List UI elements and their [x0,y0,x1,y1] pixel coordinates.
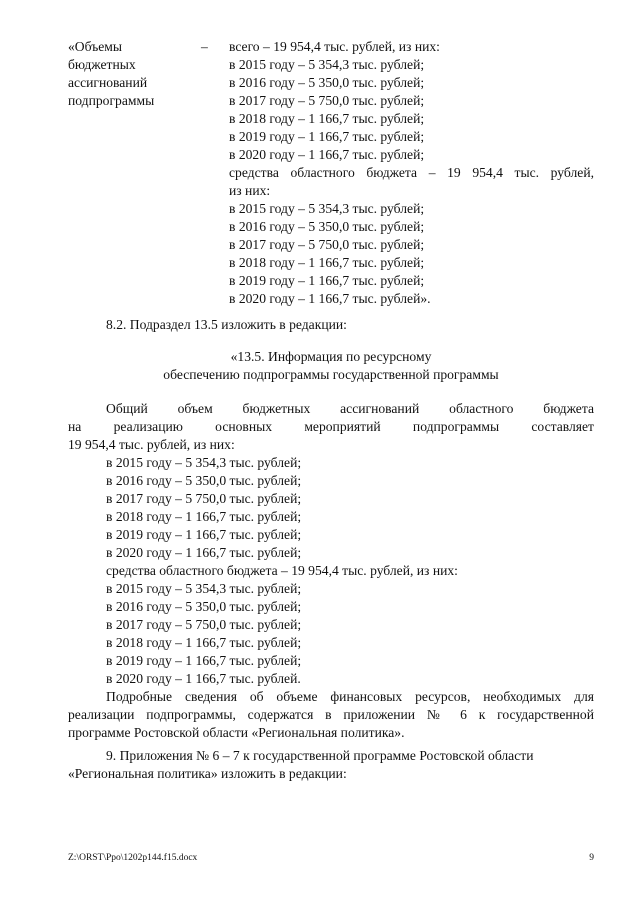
table-dash: – [201,39,208,54]
label-line: подпрограммы [68,93,155,108]
year-line: в 2017 году – 5 750,0 тыс. рублей; [106,617,302,632]
year-line: в 2016 году – 5 350,0 тыс. рублей; [106,599,302,614]
intro-line: 19 954,4 тыс. рублей, из них: [68,437,235,452]
value-line: в 2020 году – 1 166,7 тыс. рублей; [229,147,425,162]
year-line: в 2019 году – 1 166,7 тыс. рублей; [106,527,302,542]
paragraph-8-2: 8.2. Подраздел 13.5 изложить в редакции: [106,317,347,332]
year-line: в 2019 году – 1 166,7 тыс. рублей; [106,653,302,668]
year-line: в 2016 году – 5 350,0 тыс. рублей; [106,473,302,488]
value-line: из них: [229,183,271,198]
para9-line-2: «Региональная политика» изложить в редакции: [68,766,347,781]
value-line: в 2017 году – 5 750,0 тыс. рублей; [229,237,425,252]
value-line: всего – 19 954,4 тыс. рублей, из них: [229,39,440,54]
value-line: в 2016 году – 5 350,0 тыс. рублей; [229,219,425,234]
details-line: Подробные сведения об объеме финансовых ресурсов, необходимых для [106,689,594,704]
value-line: в 2019 году – 1 166,7 тыс. рублей; [229,129,425,144]
value-line: в 2019 году – 1 166,7 тыс. рублей; [229,273,425,288]
page-number: 9 [589,853,594,863]
year-line: в 2020 году – 1 166,7 тыс. рублей. [106,671,301,686]
para9-line-1: 9. Приложения № 6 – 7 к государственной программе Ростовской области [106,748,534,763]
year-line: в 2015 году – 5 354,3 тыс. рублей; [106,455,302,470]
file-path: Z:\ORST\Ppo\1202p144.f15.docx [68,853,198,863]
value-line: в 2018 году – 1 166,7 тыс. рублей; [229,111,425,126]
heading-line-1: «13.5. Информация по ресурсному [230,349,432,364]
year-line: в 2018 году – 1 166,7 тыс. рублей; [106,635,302,650]
value-line: в 2016 году – 5 350,0 тыс. рублей; [229,75,425,90]
table-label [68,38,188,110]
details-line: программе Ростовской области «Региональная политика». [68,725,405,740]
regional-budget-line: средства областного бюджета – 19 954,4 тыс. рублей, из них: [106,563,458,578]
intro-line: на реализацию основных мероприятий подпрограммы составляет [68,419,594,434]
year-line: в 2020 году – 1 166,7 тыс. рублей; [106,545,302,560]
label-line: «Объемы [68,39,122,54]
label-line: бюджетных [68,57,136,72]
heading-line-2: обеспечению подпрограммы государственной программы [163,366,499,382]
year-line: в 2015 году – 5 354,3 тыс. рублей; [106,581,302,596]
table-values [229,38,594,308]
value-line: в 2017 году – 5 750,0 тыс. рублей; [229,93,425,108]
section-heading [68,348,594,383]
value-line: в 2018 году – 1 166,7 тыс. рублей; [229,255,425,270]
value-line: средства областного бюджета – 19 954,4 тыс. рублей, [229,165,594,180]
value-line: в 2015 году – 5 354,3 тыс. рублей; [229,57,425,72]
intro-line: Общий объем бюджетных ассигнований областного бюджета [106,401,594,416]
year-line: в 2017 году – 5 750,0 тыс. рублей; [106,491,302,506]
year-line: в 2018 году – 1 166,7 тыс. рублей; [106,509,302,524]
section-body [68,400,594,742]
value-line: в 2015 году – 5 354,3 тыс. рублей; [229,201,425,216]
value-line: в 2020 году – 1 166,7 тыс. рублей». [229,291,431,306]
paragraph-9 [68,747,594,783]
details-line: реализации подпрограммы, содержатся в приложении № 6 к государственной [68,707,594,722]
label-line: ассигнований [68,75,148,90]
